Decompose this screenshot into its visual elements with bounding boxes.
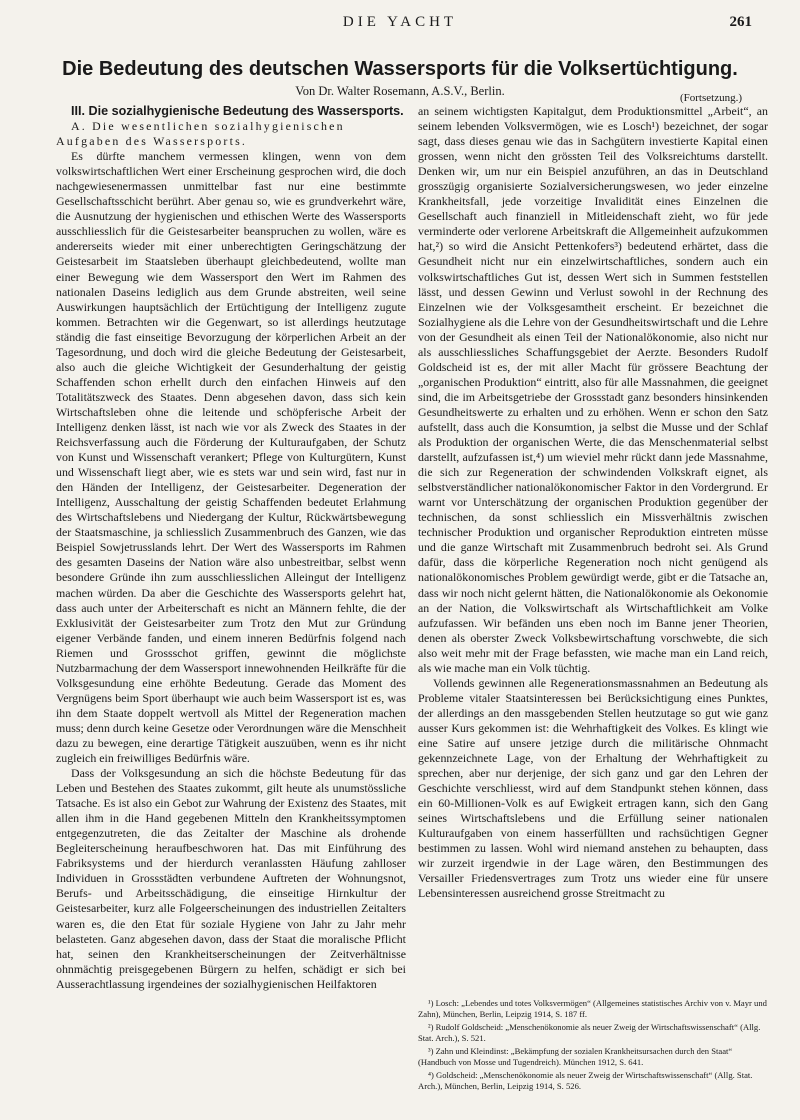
continued-note: (Fortsetzung.): [679, 92, 742, 104]
page-number: 261: [729, 14, 752, 30]
right-column: [418, 104, 768, 901]
footnote: ¹) Losch: „Lebendes und totes Volksvermögen“ (Allgemeines statistisches Archiv von v. Mayr und Zahn), München, Berlin, Leipzig 1914, S. 187 ff.: [418, 998, 767, 1019]
footnote: ²) Rudolf Goldscheid: „Menschenökonomie als neuer Zweig der Wirtschaftswissenschaft“ (Allg. Stat. Arch.), S. 521.: [418, 1022, 761, 1043]
paragraph: an seinem wichtigsten Kapitalgut, dem Produktionsmittel „Arbeit“, an seinem lebenden Volksvermögen, wie es Losch¹) bezeichnet, der sogar sagt, dass dieses genau wie das in Sachgütern investierte Kapital einen grossen, wenn nicht den grössten Teil des Volksreichtums darstellt. Denken wir, um nur ein Beispiel anzuführen, an das in Deutschland grosszügig organisierte Sozialversicherungswesen, wo jeder einzelne Krankheitsfall, jede vorzeitige Invalidität eines Einzelnen die Gesellschaft auch finanziell in Mitleidenschaft zieht, wo für jede verminderte oder verlorene Arbeitskraft die Allgemeinheit aufzukommen hat,²) so wird die Ansicht Pettenkofers³) bedeutend erhärtet, dass die Gesundheit nicht nur ein einzelwirtschaftliches, sondern auch ein volkswirtschaftliches Gut ist, dessen Wert sich in Summen feststellen lässt, und dessen Gewinn und Verlust sowohl in der Rechnung des Einzelnen wie der Volksgesamtheit erscheint. Er bezeichnet die Sozialhygiene als die Lehre von der Gesundheitswirtschaft und die Lehre von der Gesundheit als einen Teil der Nationalökonomie, also nicht nur als ausschliessliches Schaffungsgebiet der Aerzte. Besonders Rudolf Goldscheid ist es, der mit aller Macht für grössere Beachtung der „organischen Produktion“ eintritt, also für alle Massnahmen, die geeignet sind, die im Arbeitsgetriebe der Grossstadt ganz besonders hinsinkenden Gesundheitswerte zu erhalten und zu erhöhen. Wenn er schon den Satz aufstellt, dass auch die Konsumtion, ja selbst die Musse und der Schlaf als Produktion der organischen Werte, die das Menschenmaterial selbst darstellt, aufzufassen ist,⁴) um wieviel mehr rückt dann jede Massnahme, die sich zur Regeneration der schwindenden Volkskraft eignet, als selbstverständlicher nationalökonomischer Faktor in den Vordergrund. Er warnt vor Unterschätzung der organischen Produktion gegenüber der technischen, da sonst schliesslich ein Missverhältnis zwischen technischer Produktion und organischer Reproduktion eintreten müsse und die ganze Wirtschaft mit Zusammenbruch bedroht sei. Als Grund dafür, dass die körperliche Regeneration noch nicht genügend als nationalökonomisches Problem gewürdigt werde, gibt er die Tatsache an, dass wir noch nicht gelernt hätten, die Nationalökonomie als Oekonomie an der Nation, die Volkswirtschaft als Wirtschaftlichkeit am Volke aufzufassen. Wir befänden uns eben noch im Banne jener Theorien, denen als oberster Zweck Volksbewirtschaftung vorschwebte, die sich also weit mehr mit der Frage befassten, wie mache man ein Land reich, als wie mache man ein Volk tüchtig.: [418, 104, 768, 675]
running-head: [0, 14, 800, 36]
footnote: ⁴) Goldscheid: „Menschenökonomie als neuer Zweig der Wirtschaftswissenschaft“ (Allg. Stat. Arch.), München, Berlin, Leipzig 1914, S. 526.: [418, 1070, 753, 1091]
footnotes: [418, 998, 768, 1094]
subsection-heading: A. Die wesentlichen sozialhygienischen Aufgaben des Wassersports.: [56, 119, 345, 149]
paragraph: Dass der Volksgesundung an sich die höchste Bedeutung für das Leben und Bestehen des Staates zukommt, gilt heute als unumstössliche Tatsache. Es ist also ein Gebot zur Wahrung der Existenz des Staates, mit allen ihm in die Hand gegebenen Mitteln den Krankheitssymptomen entgegenzutreten, die das Zeitalter der Maschine als drohende Begleiterscheinung heraufbeschworen hat. Das mit Einführung des Fabriksystems und der hierdurch veranlassten Häufung zahlloser Individuen in Grossstädten verbundene Auftreten der Wohnungsnot, Berufs- und Arbeitsschädigung, die einseitige Hirnkultur der Geistesarbeiter, kurz alle Folgeerscheinungen des industriellen Zeitalters waren es, die den Etat für soziale Hygiene von Jahr zu Jahr mehr belasteten. Ganz abgesehen davon, dass der Staat die moralische Pflicht hat, seinen den Krankheitserscheinungen der Zeitverhältnisse ohnmächtig preisgegebenen Bürgern zu helfen, schädigt er sich bei Ausserachtlassung irgendeines der sozialhygienischen Heilfaktoren: [56, 766, 406, 991]
article-byline: Von Dr. Walter Rosemann, A.S.V., Berlin.: [295, 84, 505, 98]
section-heading: III. Die sozialhygienische Bedeutung des Wassersports.: [71, 104, 404, 118]
paragraph: Es dürfte manchem vermessen klingen, wenn von dem volkswirtschaftlichen Wert einer Erscheinung gesprochen wird, die doch nachgewiesenermassen unmittelbar fast nur eine bestimmte Gesellschaftsschicht berührt. Aber genau so, wie es grundverkehrt wäre, die Ausnutzung der hygienischen und ethischen Werte des Wassersports ausschliesslich für die Geistesarbeiter beanspruchen zu wollen, wäre es andererseits wieder mit einer unberechtigten Geringschätzung der Geistesarbeit im Staatsleben überhaupt gleichbedeutend, wollte man einer Bewegung wie dem Wassersport den Wert im Rahmen des nationalen Daseins lediglich aus dem Grunde abstreiten, weil seine Auswirkungen hauptsächlich der Ertüchtigung der Intelligenz zugute kommen. Betrachten wir die Gegenwart, so ist allerdings heutzutage ständig die fast einseitige Bevorzugung der körperlichen Arbeit an der Tagesordnung, und doch wird die gleiche Bedeutung der Geistesarbeit, also auch die gleiche Wichtigkeit der Gesunderhaltung der geistig Schaffenden schon erhellt durch den einfachen Hinweis auf den Totalitätszweck des Staates. Denn abgesehen davon, dass sich kein Wirtschaftsleben ohne die leitende und schöpferische Arbeit der Intelligenz denken lässt, ist nach wie vor als Zweck des Staates in der Reichsverfassung auch die Förderung der Kulturaufgaben, der Schutz von Kunst und Wissenschaft verankert; Pflege von Kulturgütern, Kunst und Wissenschaft liegt aber, wie es stets war und sein wird, fast nur in den Händen der Intelligenz, der Geistesarbeiter. Degeneration der Intelligenz, Ausschaltung der geistig Schaffenden bedeutet Erlahmung des Wirtschaftslebens und Niedergang der Kultur, Rückwärtsbewegung der Staatsmaschine, ja schliesslich Zusammenbruch des Ganzen, wie das Beispiel Sowjetrusslands lehrt. Der Wert des Wassersports im Rahmen des gesamten Daseins der Nation wäre also unbestreitbar, selbst wenn besondere Gründe ihn zum ausschliesslichen Alleingut der Intelligenz machen würden. Da aber die Geschichte des Wassersports gelehrt hat, dass auch unter der Arbeiterschaft es nicht an Männern fehlte, die der Exklusivität der Geistesarbeiter zum Trotz den Mut zur Gründung eigener Verbände fanden, und einem inneren Bedürfnis folgend nach Riemen und Grossschot griffen, gewinnt die möglichste Nutzbarmachung der dem Wassersport innewohnenden Heilkräfte für die Volksgesundung eine erhöhte Bedeutung. Gerade das Moment des Vergnügens beim Sport überhaupt wie auch beim Wassersport ist es, was ihn dem Staate doppelt wertvoll als Mittel der Regeneration machen muss; denn durch keine Gesetze oder Verordnungen wäre die Menschheit dazu zu bewegen, eine derartige Tätigkeit auszuüben, wenn es ihr nicht zugleich ein freiwilliges Bedürfnis wäre.: [56, 149, 406, 766]
left-column: [56, 104, 406, 992]
footnote: ³) Zahn und Kleindinst: „Bekämpfung der sozialen Krankheitsursachen durch den Staat“ (Handbuch von Mosse und Tugendreich). München 1912, S. 641.: [418, 1046, 733, 1067]
paragraph: Vollends gewinnen alle Regenerationsmassnahmen an Bedeutung als Probleme vitaler Staatsinteressen bei Berücksichtigung eines Punktes, der allerdings an den massgebenden Stellen heutzutage so gut wie ganz ausser Kurs gekommen ist: die Wehrhaftigkeit des Volkes. Es klingt wie eine Satire auf unsere jetzige durch die militärische Ohnmacht gekennzeichnete Lage, von der Erhaltung der Wehrhaftigkeit zu sprechen, aber nur derjenige, der sich ganz und gar den Lehren der Geschichte verschliesst, wird auf dem Standpunkt stehen können, dass ein 60-Millionen-Volk es auf Ewigkeit ertragen kann, sich den Gang seines Wirtschaftslebens und die Erfüllung seiner nationalen Kulturaufgaben von einem hasserfüllten und rachsüchtigen Gegner bestimmen zu lassen. Wohl wird niemand anstehen zu behaupten, dass wir zurzeit irgendwie in der Lage wären, den Bestimmungen des Versailler Friedensvertrages zum Trotz uns wieder eine für unsere Lebensinteressen ausreichend grosse Streitmacht zu: [418, 675, 768, 901]
article-title: Die Bedeutung des deutschen Wassersports für die Volksertüchtigung.: [62, 58, 738, 80]
running-head-title: DIE YACHT: [342, 14, 458, 30]
